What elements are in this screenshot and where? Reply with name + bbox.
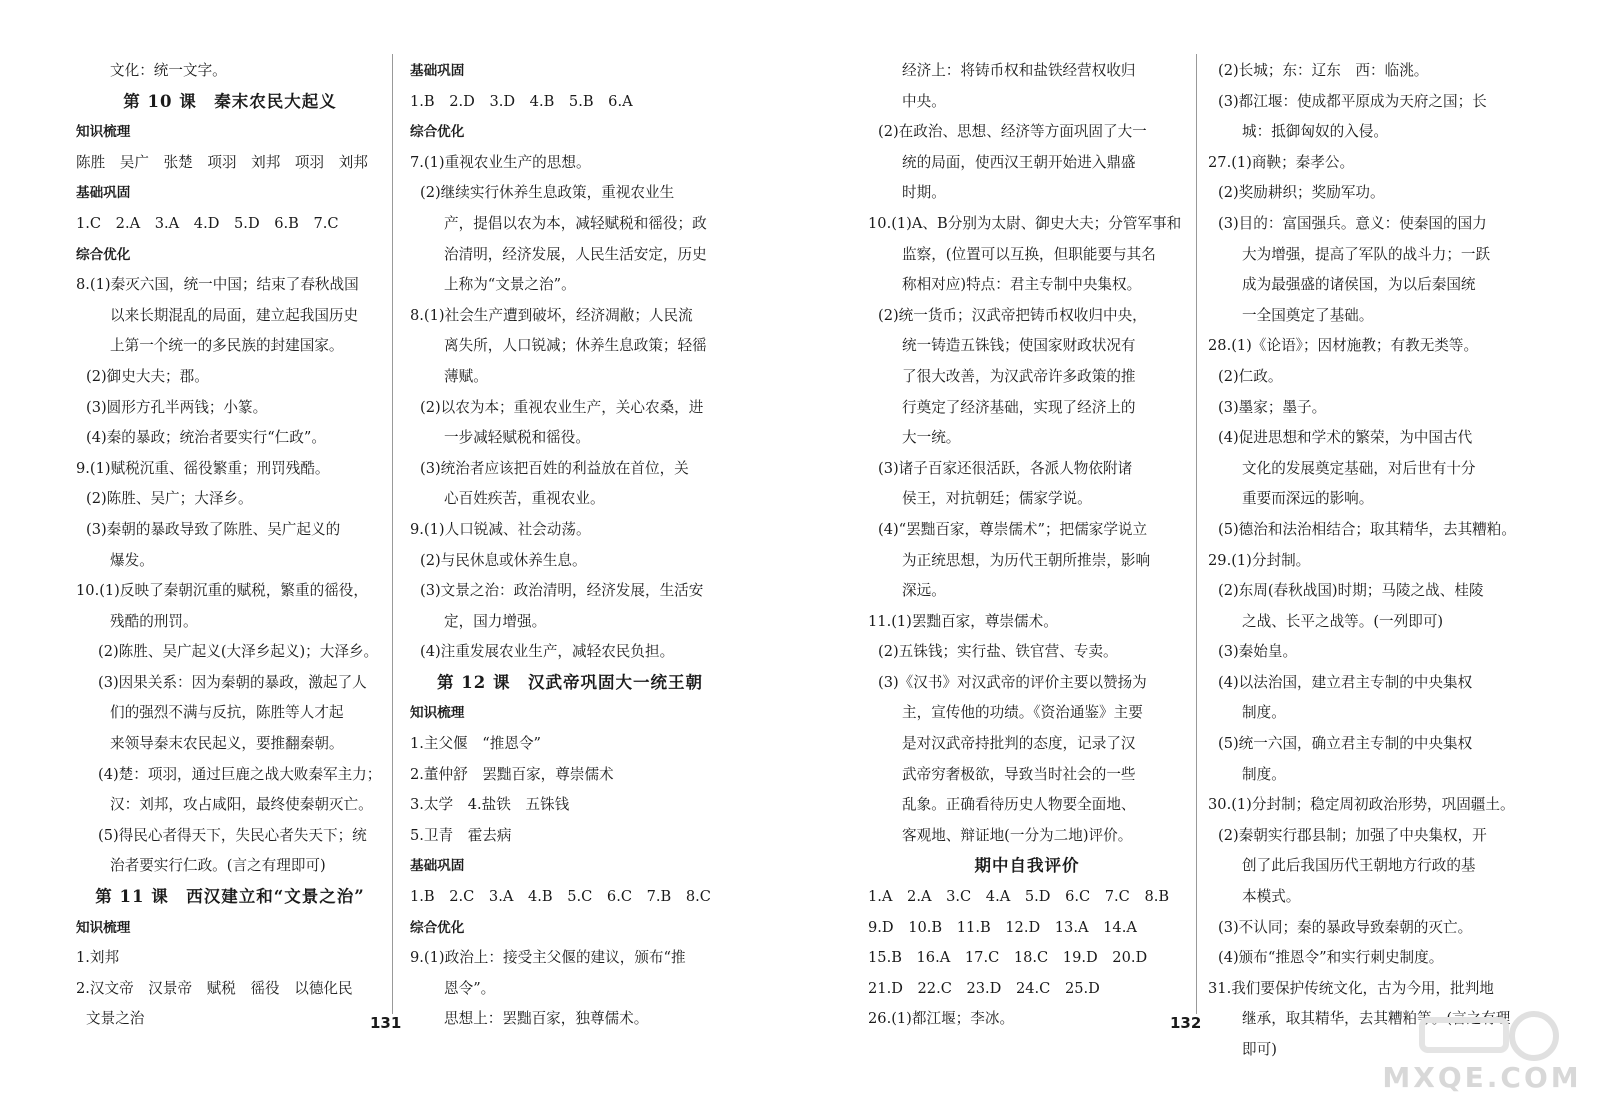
section-heading: 知识梳理 <box>76 124 131 141</box>
answer-line: 称相对应)特点：君主专制中央集权。 <box>902 276 1142 294</box>
answer-line: 主，宣传他的功绩。《资治通鉴》主要 <box>902 704 1143 722</box>
answer-line: 一步减轻赋税和徭役。 <box>444 429 590 447</box>
answer-line: 深远。 <box>902 582 946 600</box>
answer-line: 9.(1)赋税沉重、徭役繁重；刑罚残酷。 <box>76 459 330 477</box>
answer-line: (2)继续实行休养生息政策，重视农业生 <box>420 184 675 202</box>
section-heading: 基础巩固 <box>76 185 131 202</box>
answer-line: (2)仁政。 <box>1218 367 1283 385</box>
answer-line: 行奠定了经济基础，实现了经济上的 <box>902 398 1136 416</box>
answer-line: 了很大改善，为汉武帝许多政策的推 <box>902 367 1136 385</box>
answer-line: (3)秦朝的暴政导致了陈胜、吴广起义的 <box>86 520 341 538</box>
section-heading: 基础巩固 <box>410 858 465 875</box>
column-1 <box>76 56 384 1035</box>
answer-line: (5)得民心者得天下，失民心者失天下；统 <box>98 826 367 844</box>
answer-line: 们的强烈不满与反抗，陈胜等人才起 <box>110 704 344 722</box>
answer-line: 3.太学 4.盐铁 五铢钱 <box>410 796 570 814</box>
answer-line: 客观地、辩证地(一分为二地)评价。 <box>902 826 1133 844</box>
answer-line: 制度。 <box>1242 704 1286 722</box>
answer-line: 继承，取其精华，去其糟粕等。(言之有理 <box>1242 1010 1511 1028</box>
answer-line: (2)东周(春秋战国)时期；马陵之战、桂陵 <box>1218 582 1484 600</box>
answer-line: (3)不认同；秦的暴政导致秦朝的灭亡。 <box>1218 918 1473 936</box>
answer-line: 薄赋。 <box>444 367 488 385</box>
answer-line: 治者要实行仁政。(言之有理即可) <box>110 857 326 875</box>
answer-line: 21.D 22.C 23.D 24.C 25.D <box>868 979 1100 997</box>
answer-line: 乱象。正确看待历史人物要全面地、 <box>902 796 1136 814</box>
answer-line: 10.(1)反映了秦朝沉重的赋税，繁重的徭役， <box>76 582 368 600</box>
page-number-right: 132 <box>1170 1014 1202 1032</box>
column-3 <box>868 56 1186 1035</box>
lesson-heading: 期中自我评价 <box>974 856 1080 876</box>
section-heading: 综合优化 <box>410 919 465 936</box>
answer-line: 产，提倡以农为本，减轻赋税和徭役；政 <box>444 214 707 232</box>
answer-line: 2.汉文帝 汉景帝 赋税 徭役 以德化民 <box>76 979 353 997</box>
answer-line: 9.(1)人口锐减、社会动荡。 <box>410 520 591 538</box>
answer-line: (2)统一货币；汉武帝把铸币权收归中央， <box>878 306 1147 324</box>
answer-line: 1.B 2.D 3.D 4.B 5.B 6.A <box>410 92 633 110</box>
section-heading: 知识梳理 <box>76 919 131 936</box>
answer-line: (3)因果关系：因为秦朝的暴政，激起了人 <box>98 673 367 691</box>
answer-line: 重要而深远的影响。 <box>1242 490 1374 508</box>
answer-line: 一全国奠定了基础。 <box>1242 306 1374 324</box>
answer-line: 城：抵御匈奴的入侵。 <box>1242 123 1388 141</box>
answer-line: 心百姓疾苦，重视农业。 <box>444 490 605 508</box>
answer-line: 1.主父偃 “推恩令” <box>410 735 542 753</box>
answer-line: (4)颁布“推恩令”和实行刺史制度。 <box>1218 949 1444 967</box>
lesson-heading: 第 12 课 汉武帝巩固大一统王朝 <box>437 672 703 692</box>
answer-line: (4)注重发展农业生产，减轻农民负担。 <box>420 643 675 661</box>
answer-line: (4)以法治国，建立君主专制的中央集权 <box>1218 673 1473 691</box>
answer-line: 来领导秦末农民起义，要推翻秦朝。 <box>110 735 344 753</box>
answer-line: 本模式。 <box>1242 888 1301 906</box>
answer-line: 治清明，经济发展，人民生活安定，历史 <box>444 245 707 263</box>
lesson-heading: 第 10 课 秦末农民大起义 <box>123 91 337 111</box>
section-heading: 基础巩固 <box>410 63 465 79</box>
answer-line: 时期。 <box>902 184 946 202</box>
answer-line: (4)“罢黜百家，尊崇儒术”；把儒家学说立 <box>878 520 1148 538</box>
answer-line: 陈胜 吴广 张楚 项羽 刘邦 项羽 刘邦 <box>76 153 368 171</box>
answer-line: 15.B 16.A 17.C 18.C 19.D 20.D <box>868 949 1148 967</box>
answer-line: 恩令”。 <box>444 979 496 997</box>
answer-line: 监察，(位置可以互换，但职能要与其名 <box>902 245 1156 263</box>
answer-line: 11.(1)罢黜百家，尊崇儒术。 <box>868 612 1058 630</box>
answer-line: (3)都江堰：使成都平原成为天府之国；长 <box>1218 92 1487 110</box>
section-heading: 综合优化 <box>76 246 131 263</box>
answer-line: (3)《汉书》对汉武帝的评价主要以赞扬为 <box>878 673 1147 691</box>
answer-line: 以来长期混乱的局面，建立起我国历史 <box>110 306 359 324</box>
answer-line: 大一统。 <box>902 429 961 447</box>
answer-line: 1.C 2.A 3.A 4.D 5.D 6.B 7.C <box>76 214 339 232</box>
answer-line: 大为增强，提高了军队的战斗力；一跃 <box>1242 245 1491 263</box>
section-heading: 综合优化 <box>410 124 465 141</box>
answer-line: 制度。 <box>1242 765 1286 783</box>
answer-line: (3)统治者应该把百姓的利益放在首位，关 <box>420 459 689 477</box>
watermark-text: MXQE.COM <box>1382 1061 1582 1094</box>
answer-line: (5)德治和法治相结合；取其精华，去其糟粕。 <box>1218 520 1516 538</box>
answer-line: (2)以农为本；重视农业生产，关心农桑，进 <box>420 398 704 416</box>
answer-line: 侯王，对抗朝廷；儒家学说。 <box>902 490 1092 508</box>
answer-line: 文景之治 <box>86 1010 145 1028</box>
answer-line: 上称为“文景之治”。 <box>444 276 576 294</box>
answer-line: (2)奖励耕织；奖励军功。 <box>1218 184 1385 202</box>
answer-line: 武帝穷奢极欲，导致当时社会的一些 <box>902 765 1136 783</box>
answer-line: 8.(1)秦灭六国，统一中国；结束了春秋战国 <box>76 276 359 294</box>
answer-line: (2)秦朝实行郡县制；加强了中央集权，开 <box>1218 826 1487 844</box>
answer-line: 26.(1)都江堰；李冰。 <box>868 1010 1015 1028</box>
answer-line: 创了此后我国历代王朝地方行政的基 <box>1242 857 1476 875</box>
answer-line: 爆发。 <box>110 551 154 569</box>
answer-line: (3)文景之治：政治清明，经济发展，生活安 <box>420 582 704 600</box>
answer-line: 之战、长平之战等。(一列即可) <box>1242 612 1444 630</box>
answer-line: (2)在政治、思想、经济等方面巩固了大一 <box>878 123 1147 141</box>
answer-line: 文化：统一文字。 <box>110 62 227 79</box>
page-number-left: 131 <box>370 1014 402 1032</box>
answer-line: 7.(1)重视农业生产的思想。 <box>410 153 591 171</box>
answer-line: 即可) <box>1242 1041 1277 1058</box>
answer-line: 统的局面，使西汉王朝开始进入鼎盛 <box>902 153 1136 171</box>
answer-line: 定，国力增强。 <box>444 612 547 630</box>
answer-line: (4)秦的暴政；统治者要实行“仁政”。 <box>86 429 326 447</box>
answer-line: (3)圆形方孔半两钱；小篆。 <box>86 398 268 416</box>
column-2 <box>410 56 730 1035</box>
answer-line: 文化的发展奠定基础，对后世有十分 <box>1242 459 1476 477</box>
lesson-heading: 第 11 课 西汉建立和“文景之治” <box>95 887 365 907</box>
answer-line: 中央。 <box>902 92 946 110</box>
column-4 <box>1208 56 1526 1066</box>
column-divider <box>1196 54 1197 1014</box>
answer-line: (5)统一六国，确立君主专制的中央集权 <box>1218 735 1473 753</box>
answer-line: 统一铸造五铢钱；使国家财政状况有 <box>902 337 1136 355</box>
answer-line: (2)御史大夫；郡。 <box>86 367 209 385</box>
answer-line: (2)陈胜、吴广起义(大泽乡起义)；大泽乡。 <box>98 643 379 661</box>
answer-line: 30.(1)分封制；稳定周初政治形势，巩固疆土。 <box>1208 796 1515 814</box>
answer-line: 9.D 10.B 11.B 12.D 13.A 14.A <box>868 918 1137 936</box>
section-heading: 知识梳理 <box>410 705 465 722</box>
answer-line: (4)促进思想和学术的繁荣，为中国古代 <box>1218 429 1473 447</box>
answer-line: 5.卫青 霍去病 <box>410 826 512 844</box>
answer-line: (2)与民休息或休养生息。 <box>420 551 587 569</box>
answer-line: (2)五铢钱；实行盐、铁官营、专卖。 <box>878 643 1118 661</box>
answer-line: (3)目的：富国强兵。意义：使秦国的国力 <box>1218 214 1487 232</box>
answer-line: (2)陈胜、吴广；大泽乡。 <box>86 490 253 508</box>
answer-line: (3)秦始皇。 <box>1218 643 1298 661</box>
answer-line: 经济上：将铸币权和盐铁经营权收归 <box>902 62 1136 79</box>
answer-line: 残酷的刑罚。 <box>110 612 198 630</box>
answer-line: 汉：刘邦，攻占咸阳，最终使秦朝灭亡。 <box>110 796 373 814</box>
answer-line: 思想上：罢黜百家，独尊儒术。 <box>444 1010 649 1028</box>
answer-line: 为正统思想，为历代王朝所推崇，影响 <box>902 551 1151 569</box>
answer-line: 1.B 2.C 3.A 4.B 5.C 6.C 7.B 8.C <box>410 888 711 906</box>
answer-line: 1.A 2.A 3.C 4.A 5.D 6.C 7.C 8.B <box>868 888 1170 906</box>
watermark <box>1382 1006 1582 1096</box>
answer-line: 9.(1)政治上：接受主父偃的建议，颁布“推 <box>410 949 686 967</box>
answer-line: 上第一个统一的多民族的封建国家。 <box>110 337 344 355</box>
answer-line: 28.(1)《论语》；因材施教；有教无类等。 <box>1208 337 1479 355</box>
answer-line: (3)墨家；墨子。 <box>1218 398 1327 416</box>
answer-line: 2.董仲舒 罢黜百家，尊崇儒术 <box>410 765 614 783</box>
answer-line: 10.(1)A、B分别为太尉、御史大夫；分管军事和 <box>868 214 1182 232</box>
column-divider <box>392 54 393 1014</box>
answer-line: 离失所，人口锐减；休养生息政策；轻徭 <box>444 337 707 355</box>
answer-line: (2)长城；东：辽东 西：临洮。 <box>1218 62 1429 79</box>
answer-line: 是对汉武帝持批判的态度，记录了汉 <box>902 735 1136 753</box>
answer-line: 27.(1)商鞅；秦孝公。 <box>1208 153 1355 171</box>
answer-line: 31.我们要保护传统文化，古为今用，批判地 <box>1208 979 1494 997</box>
answer-line: 29.(1)分封制。 <box>1208 551 1311 569</box>
answer-line: (4)楚：项羽，通过巨鹿之战大败秦军主力； <box>98 765 382 783</box>
answer-line: 8.(1)社会生产遭到破坏，经济凋敝；人民流 <box>410 306 693 324</box>
answer-line: 成为最强盛的诸侯国，为以后秦国统 <box>1242 276 1476 294</box>
answer-line: 1.刘邦 <box>76 949 120 967</box>
answer-line: (3)诸子百家还很活跃，各派人物依附诸 <box>878 459 1133 477</box>
